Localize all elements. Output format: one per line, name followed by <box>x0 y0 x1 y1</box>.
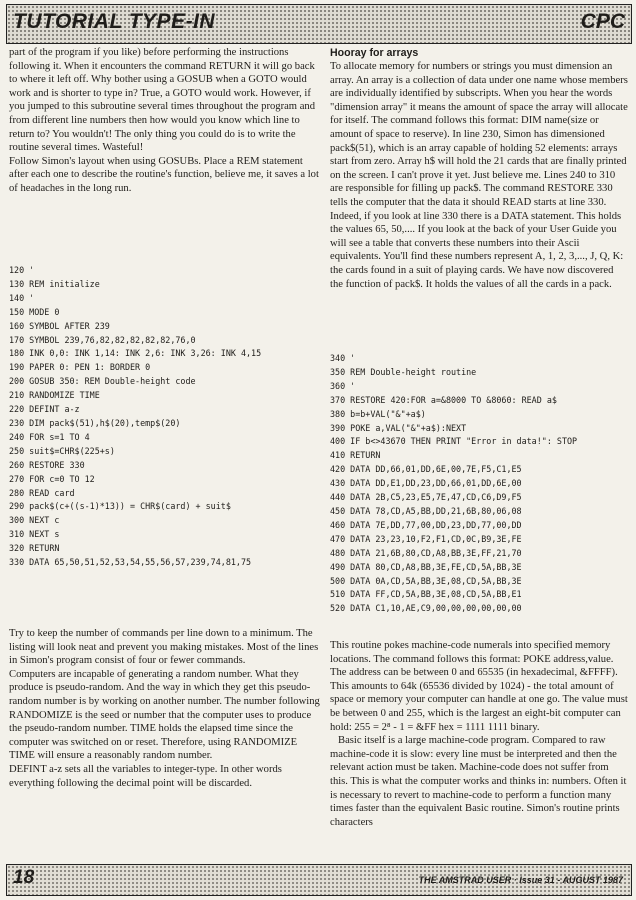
code-line: 330 DATA 65,50,51,52,53,54,55,56,57,239,74,81,75 <box>9 557 252 568</box>
left-basic-listing <box>9 264 261 570</box>
code-line: 220 DEFINT a-z <box>9 404 80 415</box>
right-upper-text <box>330 46 628 291</box>
poke-paragraph: This routine pokes machine-code numerals into specified memory locations. The command follows this format: POKE address,value. The address can be between 0 and 65535 (in hexadecimal, &FFFF). This amounts to 64k (65536 divided by 1024) - the total amount of space or memory your computer can handle at one go. The value must be between 0 and 255, which is the largest an eight-bit computer can hold: 255 = 2⁸ - 1 = &FF hex = 1111 1111 binary. <box>330 640 628 733</box>
right-lower-text <box>330 639 628 829</box>
code-line: 460 DATA 7E,DD,77,00,DD,23,DD,77,00,DD <box>330 519 522 530</box>
code-line: 510 DATA FF,CD,5A,BB,3E,08,CD,5A,BB,E1 <box>330 589 522 600</box>
code-line: 400 IF b<>43670 THEN PRINT "Error in data!": STOP <box>330 436 578 447</box>
code-line: 370 RESTORE 420:FOR a=&8000 TO &8060: READ a$ <box>330 394 557 405</box>
page-header-band <box>6 4 632 44</box>
code-line: 390 POKE a,VAL("&"+a$):NEXT <box>330 422 467 433</box>
code-line: 120 ' <box>9 265 35 275</box>
code-line: 300 NEXT c <box>9 515 60 526</box>
code-line: 430 DATA DD,E1,DD,23,DD,66,01,DD,6E,00 <box>330 478 522 489</box>
code-line: 440 DATA 2B,C5,23,E5,7E,47,CD,C6,D9,F5 <box>330 492 522 503</box>
code-line: 470 DATA 23,23,10,F2,F1,CD,0C,B9,3E,FE <box>330 533 522 544</box>
page-footer-band <box>6 864 632 896</box>
code-line: 190 PAPER 0: PEN 1: BORDER 0 <box>9 362 151 373</box>
code-line: 150 MODE 0 <box>9 306 60 317</box>
code-line: 250 suit$=CHR$(225+s) <box>9 445 115 456</box>
code-line: 210 RANDOMIZE TIME <box>9 390 100 401</box>
code-line: 180 INK 0,0: INK 1,14: INK 2,6: INK 3,26: INK 4,15 <box>9 348 262 359</box>
code-line: 140 ' <box>9 292 35 303</box>
gosub-paragraph: part of the program if you like) before performing the instructions following it. When it encounters the command RETURN it will go back to where it left off. Why bother using a GOSUB when a GOTO would work and is shorter to type in? True, a GOTO would work. However, if you jumped to this subroutine several times throughout the program and from different line numbers then how would you know which line to return to? You wouldn't! The only thing you could do is to write the routine several times. Wasteful! <box>9 47 315 154</box>
right-basic-listing <box>330 352 577 616</box>
magazine-issue: THE AMSTRAD USER · Issue 31 - AUGUST 1987 <box>418 875 623 885</box>
basic-paragraph: Basic itself is a large machine-code program. Compared to raw machine-code it is slow: every line must be interpreted and then the relevant action must be taken. Machine-code does not suffer from this. This is what the computer works and thinks in: numbers. Often it is necessary to revert to machine-code to perform a function many times faster than the equivalent Basic routine. Simon's routine prints characters <box>330 735 627 828</box>
code-line: 200 GOSUB 350: REM Double-height code <box>9 376 196 387</box>
code-line: 340 ' <box>330 353 356 363</box>
random-paragraph: Computers are incapable of generating a random number. What they produce is pseudo-random. And the way in which they get this pseudo-random number is by working on another number. The number following RANDOMIZE is the seed or number that the computer uses to produce the pseudo-random number. TIME holds the elapsed time since the computer was switched on or reset. Therefore, using RANDOMIZE TIME will ensure a reasonably random number. <box>9 668 320 762</box>
code-line: 490 DATA 80,CD,A8,BB,3E,FE,CD,5A,BB,3E <box>330 561 522 572</box>
code-line: 240 FOR s=1 TO 4 <box>9 431 90 442</box>
code-line: 280 READ card <box>9 487 75 498</box>
commands-paragraph: Try to keep the number of commands per line down to a minimum. The listing will look neat and prevent you making mistakes. Most of the lines in Simon's program consist of four or fewer commands. <box>9 628 319 667</box>
code-line: 310 NEXT s <box>9 529 60 540</box>
defint-paragraph: DEFINT a-z sets all the variables to integer-type. In other words everything following the decimal point will be discarded. <box>9 763 282 789</box>
code-line: 480 DATA 21,6B,80,CD,A8,BB,3E,FF,21,70 <box>330 547 522 558</box>
code-line: 170 SYMBOL 239,76,82,82,82,82,82,76,0 <box>9 334 196 345</box>
code-line: 290 pack$(c+((s-1)*13)) = CHR$(card) + suit$ <box>9 501 231 512</box>
code-line: 380 b=b+VAL("&"+a$) <box>330 408 426 419</box>
code-line: 520 DATA C1,10,AE,C9,00,00,00,00,00,00 <box>330 603 522 614</box>
section-title: TUTORIAL TYPE-IN <box>13 10 216 33</box>
code-line: 230 DIM pack$(51),h$(20),temp$(20) <box>9 417 181 428</box>
code-line: 320 RETURN <box>9 543 60 554</box>
code-line: 420 DATA DD,66,01,DD,6E,00,7E,F5,C1,E5 <box>330 464 522 475</box>
code-line: 270 FOR c=0 TO 12 <box>9 473 95 484</box>
arrays-heading: Hooray for arrays <box>330 47 419 59</box>
code-line: 130 REM initialize <box>9 278 100 289</box>
code-line: 450 DATA 78,CD,A5,BB,DD,21,6B,80,06,08 <box>330 505 522 516</box>
code-line: 160 SYMBOL AFTER 239 <box>9 320 110 331</box>
left-intro-text <box>9 46 320 196</box>
code-line: 350 REM Double-height routine <box>330 366 477 377</box>
code-line: 260 RESTORE 330 <box>9 459 85 470</box>
layout-paragraph: Follow Simon's layout when using GOSUBs. Place a REM statement after each one to describe the routine's function, believe me, it saves a lot of headaches in the long run. <box>9 155 319 194</box>
code-line: 360 ' <box>330 380 356 391</box>
arrays-paragraph: To allocate memory for numbers or strings you must dimension an array. An array is a collection of data under one name whose members are individually identified by subscripts. When you hear the words "dimension array" it means the amount of space the array will allocate for itself. The command follows this format: DIM name(size or amount of space to reserve). In line 230, Simon has dimensioned pack$(51), which is an array capable of holding 52 elements: arrays start from zero. Array h$ will hold the 21 cards that are finally printed on the screen. I can't prove it yet. Just believe me. Lines 240 to 310 are responsible for filling up pack$. The command RESTORE 330 tells the computer that the data it should READ starts at line 330. Indeed, if you look at line 330 there is a DATA statement. This holds the values 65, 50,.... If you look at the back of your User Guide you will see a table that converts these numbers into their Ascii equivalents. You'll find these numbers represent A, 1, 2, 3,..., J, Q, K: the cards found in a suit of playing cards. We have now discovered the function of pack$. It holds the values of all the cards in a pack. <box>330 61 628 290</box>
page-number: 18 <box>13 867 35 888</box>
platform-label: CPC <box>580 10 625 33</box>
left-lower-text <box>9 627 321 790</box>
code-line: 500 DATA 0A,CD,5A,BB,3E,08,CD,5A,BB,3E <box>330 575 522 586</box>
code-line: 410 RETURN <box>330 450 381 461</box>
